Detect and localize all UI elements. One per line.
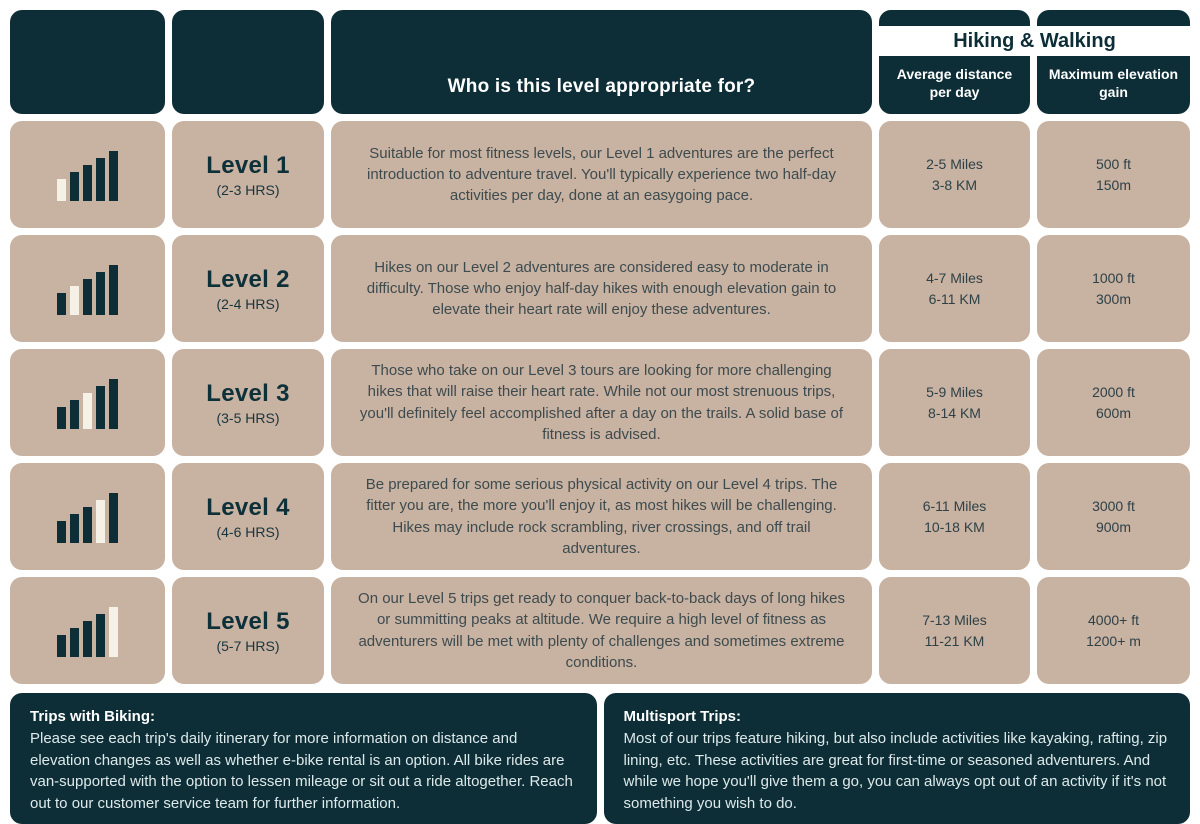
level-3-elevation bbox=[1037, 349, 1190, 456]
header-level-spacer bbox=[172, 10, 324, 114]
level-name: Level 1 bbox=[206, 151, 290, 179]
elevation-ft: 2000 ft bbox=[1092, 383, 1135, 400]
level-2-cell-name bbox=[172, 235, 324, 342]
distance-km: 11-21 KM bbox=[924, 632, 985, 649]
distance-km: 8-14 KM bbox=[928, 404, 981, 421]
level-5-description: On our Level 5 trips get ready to conquer back-to-back days of long hikes or summitting peaks at altitude. We require a high level of fitness as adventurers will be met with plenty of challenges and sometimes extreme conditions. bbox=[331, 577, 872, 684]
signal-bars-icon bbox=[57, 605, 118, 657]
level-2-distance bbox=[879, 235, 1030, 342]
footnote-biking-body: Please see each trip's daily itinerary for more information on distance and elevation changes as well as whether e-bike rental is an option. All bike rides are van-supported with the option to lessen mileage or sit out a ride altogether. Reach out to our customer service team for further information. bbox=[30, 730, 573, 812]
level-1-description: Suitable for most fitness levels, our Level 1 adventures are the perfect introduction to adventure travel. You'll typically experience two half-day activities per day, done at an easygoing pace. bbox=[331, 121, 872, 228]
level-1-cell-name bbox=[172, 121, 324, 228]
elevation-ft: 3000 ft bbox=[1092, 497, 1135, 514]
signal-bars-icon bbox=[57, 377, 118, 429]
elevation-m: 150m bbox=[1095, 176, 1132, 193]
level-3-distance bbox=[879, 349, 1030, 456]
footnote-multisport bbox=[604, 693, 1191, 824]
level-2-cell-icon bbox=[10, 235, 165, 342]
distance-km: 10-18 KM bbox=[924, 518, 985, 535]
level-3-description: Those who take on our Level 3 tours are looking for more challenging hikes that will raise their heart rate. While not our most strenuous trips, you'll definitely feel accomplished after a day on the trails. A solid base of fitness is advised. bbox=[331, 349, 872, 456]
level-name: Level 4 bbox=[206, 493, 290, 521]
header-icon-spacer bbox=[10, 10, 165, 114]
signal-bars-icon bbox=[57, 149, 118, 201]
distance-miles: 5-9 Miles bbox=[926, 383, 983, 400]
footnote-multisport-title: Multisport Trips: bbox=[623, 708, 741, 725]
level-2-elevation bbox=[1037, 235, 1190, 342]
header-question: Who is this level appropriate for? bbox=[331, 10, 872, 114]
elevation-m: 900m bbox=[1095, 518, 1132, 535]
level-1-distance bbox=[879, 121, 1030, 228]
level-4-cell-name bbox=[172, 463, 324, 570]
level-hours: (5-7 HRS) bbox=[216, 637, 280, 654]
signal-bars-icon bbox=[57, 491, 118, 543]
level-4-elevation bbox=[1037, 463, 1190, 570]
level-2-description: Hikes on our Level 2 adventures are considered easy to moderate in difficulty. Those who enjoy half-day hikes with enough elevation gain to elevate their heart rate will enjoy these adventures. bbox=[331, 235, 872, 342]
elevation-ft: 4000+ ft bbox=[1088, 611, 1139, 628]
level-5-cell-name bbox=[172, 577, 324, 684]
level-5-cell-icon bbox=[10, 577, 165, 684]
level-hours: (4-6 HRS) bbox=[216, 523, 280, 540]
level-row-1 bbox=[10, 121, 1190, 228]
footnotes-row bbox=[10, 693, 1190, 824]
footnote-multisport-body: Most of our trips feature hiking, but also include activities like kayaking, rafting, zip lining, etc. These activities are great for first-time or seasoned adventurers. And while we hope you'll give them a go, you can always opt out of an activity if it's not something you wish to do. bbox=[623, 730, 1168, 812]
elevation-ft: 1000 ft bbox=[1092, 269, 1135, 286]
header-row bbox=[10, 10, 1190, 114]
header-average-distance: Average distance per day bbox=[879, 10, 1030, 114]
elevation-m: 600m bbox=[1095, 404, 1132, 421]
hiking-walking-group bbox=[879, 10, 1190, 114]
level-row-2 bbox=[10, 235, 1190, 342]
level-hours: (3-5 HRS) bbox=[216, 409, 280, 426]
level-3-cell-name bbox=[172, 349, 324, 456]
distance-miles: 2-5 Miles bbox=[926, 155, 983, 172]
elevation-ft: 500 ft bbox=[1095, 155, 1132, 172]
signal-bars-icon bbox=[57, 263, 118, 315]
level-name: Level 3 bbox=[206, 379, 290, 407]
level-row-4 bbox=[10, 463, 1190, 570]
distance-miles: 6-11 Miles bbox=[922, 497, 987, 514]
hiking-walking-title: Hiking & Walking bbox=[879, 26, 1190, 56]
level-hours: (2-4 HRS) bbox=[216, 295, 280, 312]
level-5-elevation bbox=[1037, 577, 1190, 684]
footnote-biking bbox=[10, 693, 597, 824]
level-row-5 bbox=[10, 577, 1190, 684]
level-4-distance bbox=[879, 463, 1030, 570]
distance-km: 6-11 KM bbox=[928, 290, 981, 307]
level-4-cell-icon bbox=[10, 463, 165, 570]
footnote-biking-title: Trips with Biking: bbox=[30, 708, 156, 725]
level-hours: (2-3 HRS) bbox=[216, 181, 280, 198]
elevation-m: 1200+ m bbox=[1086, 632, 1141, 649]
level-4-description: Be prepared for some serious physical activity on our Level 4 trips. The fitter you are, the more you'll enjoy it, as most hikes will be challenging. Hikes may include rock scrambling, river crossings, and off trail adventures. bbox=[331, 463, 872, 570]
distance-miles: 7-13 Miles bbox=[922, 611, 987, 628]
level-3-cell-icon bbox=[10, 349, 165, 456]
level-1-cell-icon bbox=[10, 121, 165, 228]
elevation-m: 300m bbox=[1095, 290, 1132, 307]
level-name: Level 2 bbox=[206, 265, 290, 293]
header-maximum-elevation: Maximum elevation gain bbox=[1037, 10, 1190, 114]
distance-miles: 4-7 Miles bbox=[926, 269, 983, 286]
level-row-3 bbox=[10, 349, 1190, 456]
distance-km: 3-8 KM bbox=[931, 176, 978, 193]
level-name: Level 5 bbox=[206, 607, 290, 635]
level-5-distance bbox=[879, 577, 1030, 684]
level-1-elevation bbox=[1037, 121, 1190, 228]
